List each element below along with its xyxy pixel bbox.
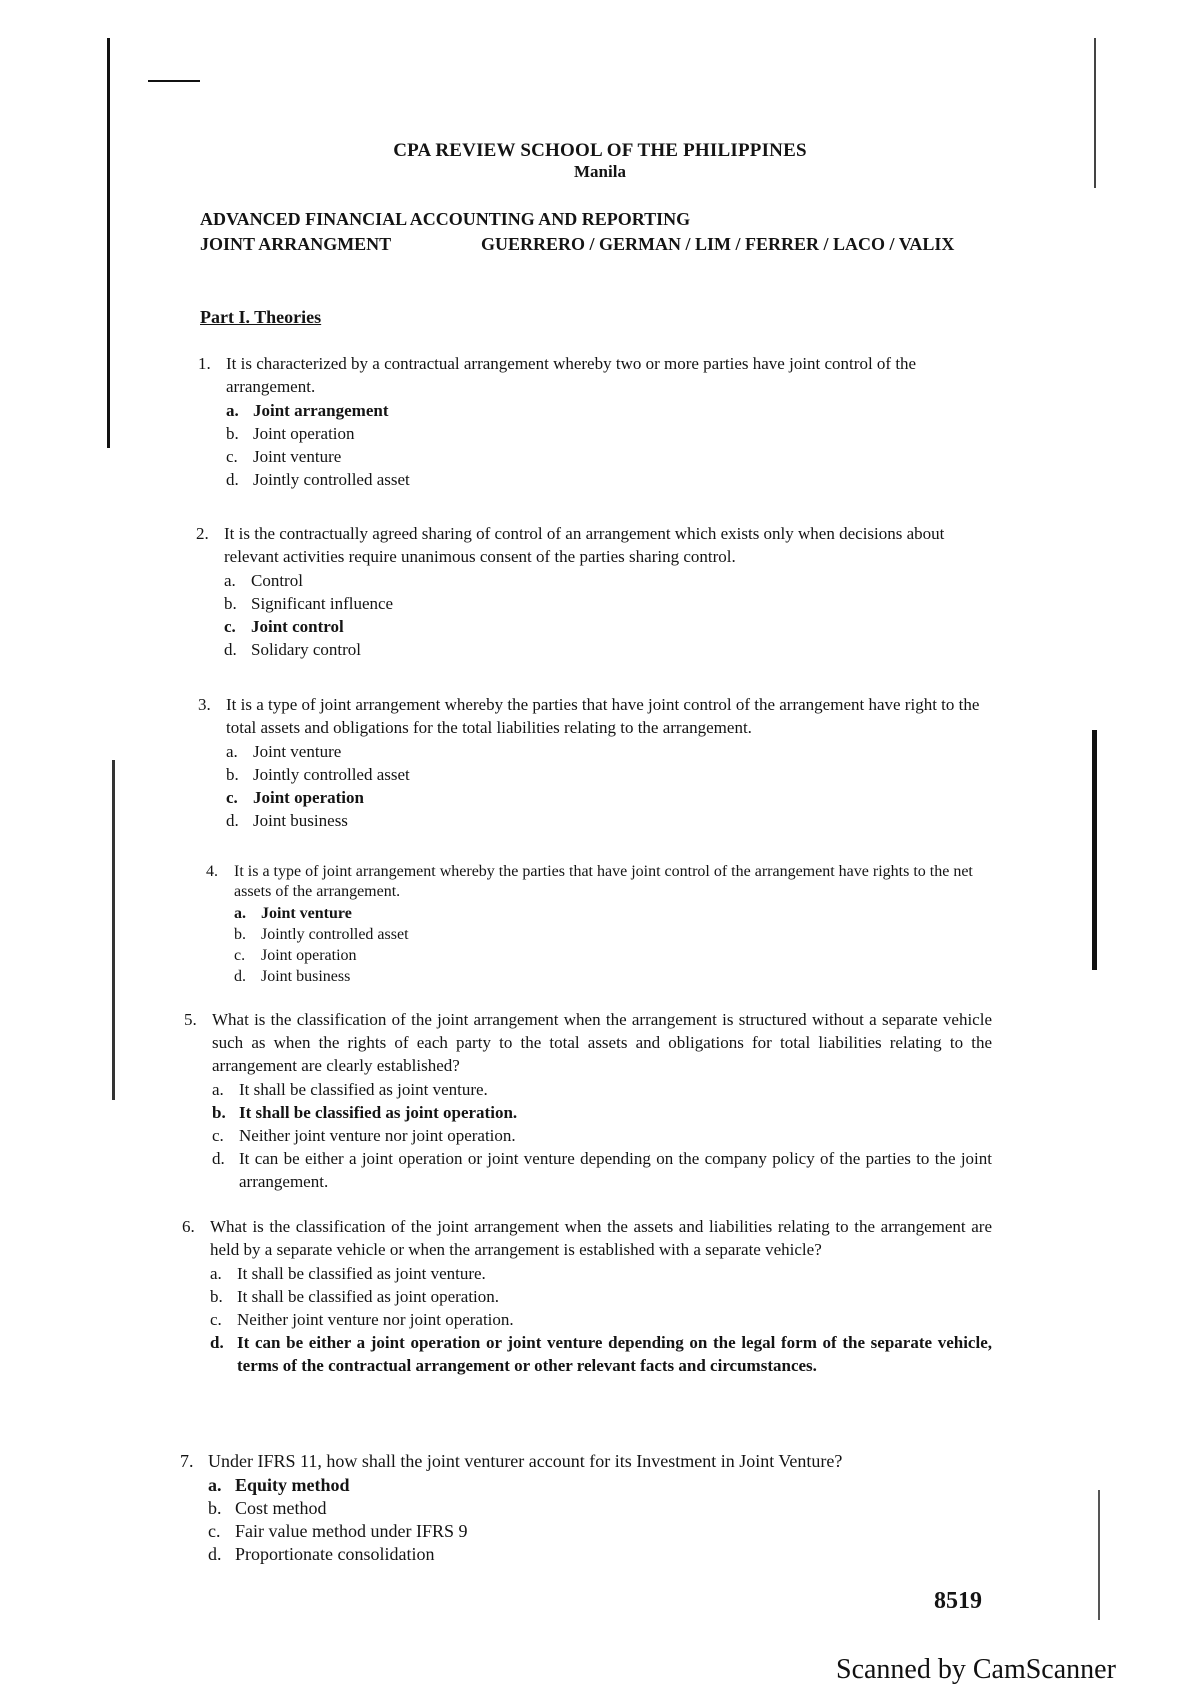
answer-option-correct — [234, 903, 986, 924]
course-subject: ADVANCED FINANCIAL ACCOUNTING AND REPORTING — [200, 209, 691, 229]
answer-option — [210, 1285, 992, 1308]
option-text: Joint business — [261, 968, 351, 985]
option-text: Joint arrangement — [253, 401, 389, 420]
option-letter: d. — [212, 1149, 225, 1168]
answer-option-correct — [224, 615, 1002, 638]
question-number: 1. — [198, 354, 211, 373]
question-text: It is a type of joint arrangement whereby the parties that have joint control of the arrangement have right to the total assets and obligations for the total liabilities relating to the arrangement. — [226, 695, 980, 737]
option-letter: c. — [212, 1126, 224, 1145]
option-text: Proportionate consolidation — [235, 1544, 435, 1564]
option-text: Jointly controlled asset — [261, 926, 409, 943]
question-text: It is characterized by a contractual arrangement whereby two or more parties have joint control of the arrangement. — [226, 354, 917, 396]
page-number: 8519 — [934, 1588, 982, 1614]
question-text: It is the contractually agreed sharing of control of an arrangement which exists only when decisions about relevant activities require unanimous consent of the parties sharing control. — [224, 524, 945, 566]
answer-option — [208, 1497, 940, 1520]
answer-option — [224, 592, 1002, 615]
question-number: 3. — [198, 695, 211, 714]
school-city: Manila — [574, 162, 626, 181]
option-letter: d. — [224, 640, 237, 659]
question-text: It is a type of joint arrangement whereby the parties that have joint control of the arrangement have rights to the net assets of the arrangement. — [234, 863, 973, 900]
option-text: It shall be classified as joint venture. — [239, 1080, 488, 1099]
question-number: 7. — [180, 1451, 194, 1471]
option-letter: a. — [226, 742, 238, 761]
answer-option-correct — [226, 399, 1002, 422]
answer-option-correct — [210, 1331, 992, 1377]
option-letter: d. — [210, 1333, 224, 1352]
scan-edge-line — [1098, 1490, 1100, 1620]
option-text: Neither joint venture nor joint operation. — [239, 1126, 516, 1145]
option-text: Solidary control — [251, 640, 362, 659]
option-text: Joint operation — [253, 788, 364, 807]
option-text: Joint venture — [253, 742, 342, 761]
option-letter: a. — [208, 1475, 222, 1495]
answer-option — [226, 740, 1004, 763]
question-number: 6. — [182, 1217, 195, 1236]
question-text: What is the classification of the joint arrangement when the arrangement is structured without a separate vehicle such as when the rights of each party to the total assets and obligations for total liabilities relating to the arrangement are clearly established? — [212, 1010, 992, 1075]
scan-edge-line — [112, 760, 115, 1100]
option-letter: a. — [210, 1264, 222, 1283]
question-text: Under IFRS 11, how shall the joint venturer account for its Investment in Joint Venture? — [208, 1451, 843, 1471]
answer-options — [224, 569, 1002, 661]
option-text: Jointly controlled asset — [253, 470, 410, 489]
option-letter: c. — [210, 1310, 222, 1329]
answer-option — [224, 638, 1002, 661]
option-text: Neither joint venture nor joint operation. — [237, 1310, 514, 1329]
option-letter: d. — [226, 470, 239, 489]
answer-options — [210, 1262, 992, 1377]
answer-option — [210, 1308, 992, 1331]
course-topic: JOINT ARRANGMENT — [200, 234, 392, 254]
option-letter: c. — [226, 788, 238, 807]
option-letter: d. — [226, 811, 239, 830]
answer-options — [208, 1474, 940, 1566]
option-letter: a. — [212, 1080, 224, 1099]
answer-option — [212, 1124, 992, 1147]
option-text: It shall be classified as joint operation. — [239, 1103, 518, 1122]
question-number: 4. — [206, 863, 218, 880]
option-text: Equity method — [235, 1475, 350, 1495]
option-letter: a. — [234, 905, 246, 922]
answer-options — [226, 740, 1004, 832]
option-letter: b. — [208, 1498, 222, 1518]
option-letter: b. — [226, 765, 239, 784]
answer-option — [208, 1520, 940, 1543]
answer-options — [212, 1078, 992, 1193]
question-5 — [184, 1008, 992, 1193]
option-text: Jointly controlled asset — [253, 765, 410, 784]
option-letter: c. — [226, 447, 238, 466]
question-3 — [198, 693, 1004, 832]
question-number: 2. — [196, 524, 209, 543]
option-letter: b. — [226, 424, 239, 443]
option-text: Joint operation — [253, 424, 355, 443]
option-text: Fair value method under IFRS 9 — [235, 1521, 468, 1541]
scan-edge-line — [1092, 730, 1097, 970]
answer-option — [226, 763, 1004, 786]
option-text: Control — [251, 571, 303, 590]
course-authors: GUERRERO / GERMAN / LIM / FERRER / LACO / VALIX — [481, 234, 955, 254]
option-letter: b. — [212, 1103, 226, 1122]
answer-option — [234, 924, 986, 945]
option-text: Joint venture — [253, 447, 342, 466]
answer-option — [226, 445, 1002, 468]
option-text: Cost method — [235, 1498, 327, 1518]
question-1 — [198, 352, 1002, 491]
option-text: It can be either a joint operation or joint venture depending on the legal form of the separate vehicle, terms of the contractual arrangement or other relevant facts and circumstances. — [237, 1333, 992, 1375]
option-letter: a. — [226, 401, 239, 420]
question-6 — [182, 1215, 992, 1377]
scan-dash-mark — [148, 80, 200, 82]
answer-options — [226, 399, 1002, 491]
answer-option — [212, 1078, 992, 1101]
question-4 — [206, 862, 986, 987]
option-text: Significant influence — [251, 594, 394, 613]
option-letter: d. — [234, 968, 246, 985]
option-text: Joint business — [253, 811, 348, 830]
option-letter: c. — [234, 947, 246, 964]
option-letter: b. — [210, 1287, 223, 1306]
question-7 — [180, 1450, 940, 1566]
answer-option — [226, 422, 1002, 445]
answer-option-correct — [226, 786, 1004, 809]
answer-option — [224, 569, 1002, 592]
option-letter: b. — [224, 594, 237, 613]
option-text: Joint operation — [261, 947, 357, 964]
question-text: What is the classification of the joint arrangement when the assets and liabilities relating to the arrangement are held by a separate vehicle or when the arrangement is established with a separate vehicle? — [210, 1217, 992, 1259]
answer-options — [234, 903, 986, 987]
question-number: 5. — [184, 1010, 197, 1029]
answer-option — [208, 1543, 940, 1566]
answer-option-correct — [208, 1474, 940, 1497]
scan-edge-line — [107, 38, 110, 448]
option-letter: d. — [208, 1544, 222, 1564]
answer-option-correct — [212, 1101, 992, 1124]
part-title: Part I. Theories — [200, 307, 322, 327]
answer-option — [212, 1147, 992, 1193]
scanner-watermark: Scanned by CamScanner — [836, 1654, 1116, 1685]
option-text: It shall be classified as joint operation. — [237, 1287, 500, 1306]
answer-option — [226, 468, 1002, 491]
answer-option — [226, 809, 1004, 832]
school-name: CPA REVIEW SCHOOL OF THE PHILIPPINES — [393, 140, 807, 161]
option-letter: a. — [224, 571, 236, 590]
option-text: It can be either a joint operation or joint venture depending on the company policy of the parties to the joint arrangement. — [239, 1149, 992, 1191]
option-text: Joint control — [251, 617, 344, 636]
answer-option — [234, 966, 986, 987]
option-text: Joint venture — [261, 905, 352, 922]
question-2 — [196, 522, 1002, 661]
option-text: It shall be classified as joint venture. — [237, 1264, 486, 1283]
answer-option — [210, 1262, 992, 1285]
option-letter: c. — [224, 617, 236, 636]
option-letter: b. — [234, 926, 246, 943]
answer-option — [234, 945, 986, 966]
option-letter: c. — [208, 1521, 221, 1541]
